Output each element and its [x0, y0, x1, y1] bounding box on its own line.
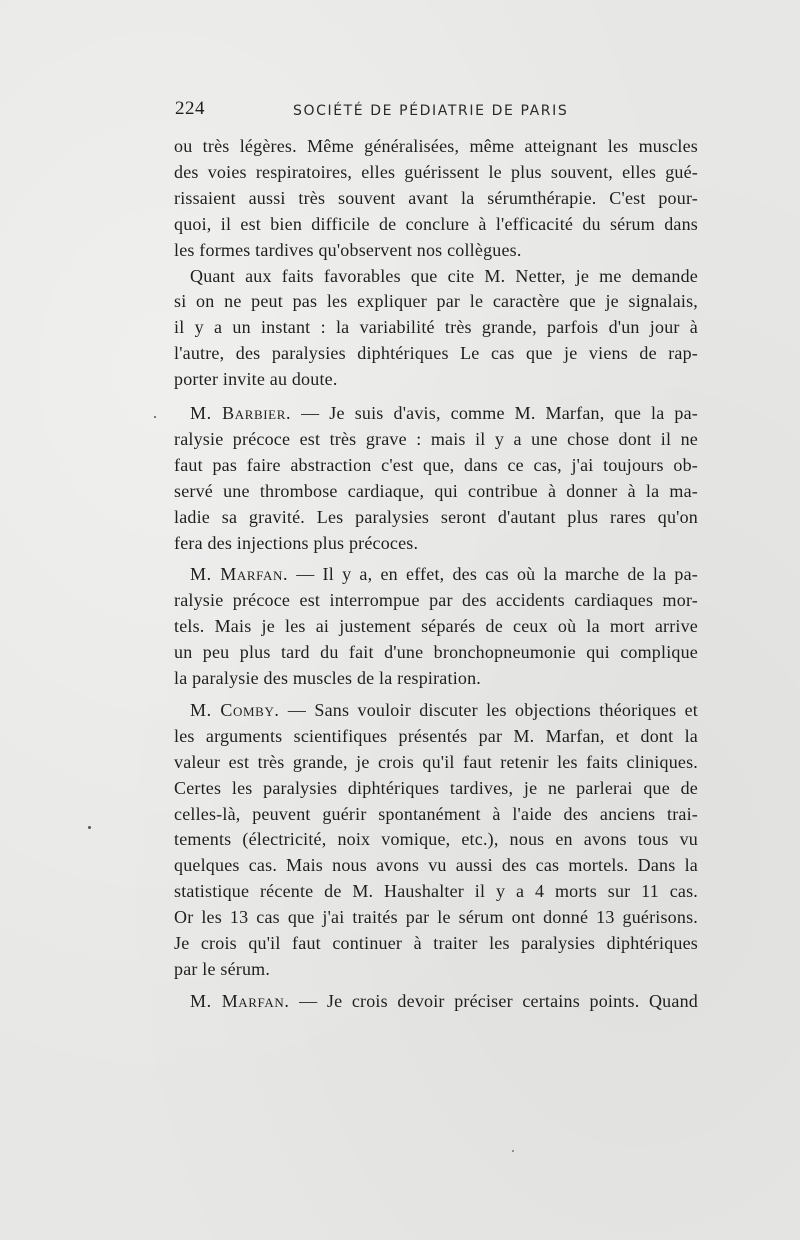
speaker-text: — Sans vouloir discuter les objections théoriques et	[279, 699, 698, 720]
text-line: des voies respiratoires, elles guérissent le plus souvent, elles gué-	[174, 161, 698, 182]
text-line: par le sérum.	[174, 958, 271, 979]
text-line: tels. Mais je les ai justement séparés de ceux où la mort arrive	[174, 616, 698, 637]
speaker-text: — Il y a, en effet, des cas où la marche de la pa-	[288, 564, 698, 585]
text-line: celles-là, peuvent guérir spontanément à l'aide des anciens trai-	[174, 803, 698, 824]
speaker-name: M. Comby.	[190, 699, 280, 720]
text-line: Or les 13 cas que j'ai traités par le sérum ont donné 13 guérisons.	[174, 907, 698, 928]
text-line: la paralysie des muscles de la respiration.	[174, 668, 481, 688]
ink-speck	[88, 826, 91, 829]
ink-speck	[154, 416, 156, 418]
text-line: ralysie précoce est interrompue par des accidents cardiaques mor-	[174, 590, 698, 611]
text-line: les formes tardives qu'observent nos collègues.	[174, 239, 522, 260]
text-line: faut pas faire abstraction c'est que, dans ce cas, j'ai toujours ob-	[174, 454, 698, 475]
speaker-text: — Je suis d'avis, comme M. Marfan, que la pa-	[291, 403, 698, 423]
text-line: Je crois qu'il faut continuer à traiter les paralysies diphtériques	[174, 933, 698, 953]
text-line: Quant aux faits favorables que cite M. Netter, je me demande	[190, 265, 698, 286]
text-line: ralysie précoce est très grave : mais il y a une chose dont il ne	[174, 428, 698, 449]
text-line: un peu plus tard du fait d'une bronchopneumonie qui complique	[174, 642, 698, 663]
text-line: il y a un instant : la variabilité très grande, parfois d'un jour à	[174, 317, 698, 338]
text-line: si on ne peut pas les expliquer par le caractère que je signalais,	[174, 291, 698, 312]
ink-speck	[512, 1150, 514, 1152]
page-number: 224	[175, 98, 205, 119]
text-line: fera des injections plus précoces.	[174, 532, 419, 553]
text-line: tements (électricité, noix vomique, etc.), nous en avons tous vu	[174, 829, 698, 850]
text-line	[190, 988, 698, 1014]
text-line: les arguments scientifiques présentés par M. Marfan, et dont la	[174, 725, 698, 746]
text-line: ladie sa gravité. Les paralysies seront d'autant plus rares qu'on	[174, 506, 698, 527]
text-line	[190, 697, 698, 723]
speaker-text: — Je crois devoir préciser certains points. Quand	[289, 990, 698, 1011]
running-title: SOCIÉTÉ DE PÉDIATRIE DE PARIS	[293, 103, 569, 119]
page-header	[175, 98, 695, 122]
text-line: l'autre, des paralysies diphtériques Le cas que je viens de rap-	[174, 343, 698, 364]
speaker-name: M. Barbier.	[190, 403, 292, 423]
text-line: quoi, il est bien difficile de conclure à l'efficacité du sérum dans	[174, 213, 698, 234]
text-line: quelques cas. Mais nous avons vu aussi des cas mortels. Dans la	[174, 855, 698, 876]
text-line: porter invite au doute.	[174, 369, 338, 390]
text-line: rissaient aussi très souvent avant la sérumthérapie. C'est pour-	[174, 187, 698, 208]
speaker-name: M. Marfan.	[190, 564, 289, 585]
text-line	[190, 400, 698, 426]
text-line: servé une thrombose cardiaque, qui contribue à donner à la ma-	[174, 480, 698, 501]
text-line: statistique récente de M. Haushalter il y a 4 morts sur 11 cas.	[174, 881, 698, 902]
text-line	[190, 561, 698, 587]
text-line: valeur est très grande, je crois qu'il faut retenir les faits cliniques.	[174, 751, 698, 772]
speaker-name: M. Marfan.	[190, 990, 290, 1011]
text-line: ou très légères. Même généralisées, même atteignant les muscles	[174, 136, 698, 156]
text-line: Certes les paralysies diphtériques tardives, je ne parlerai que de	[174, 777, 698, 798]
